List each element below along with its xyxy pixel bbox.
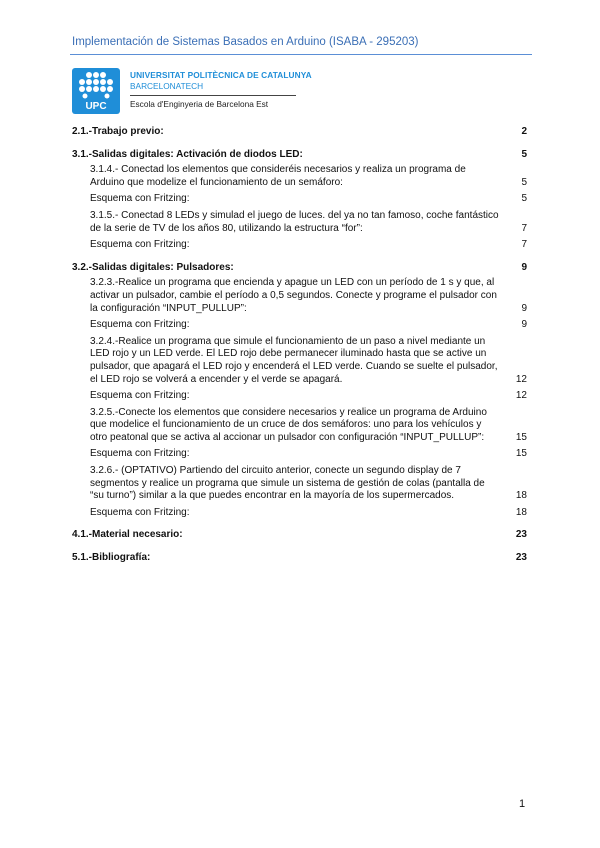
toc-entry-page: 12	[515, 373, 527, 385]
toc-entry[interactable]	[72, 529, 527, 542]
header-title: Implementación de Sistemas Basados en Arduino (ISABA - 295203)	[72, 36, 419, 48]
school-name: Escola d'Enginyeria de Barcelona Est	[130, 99, 269, 109]
toc-entry-title: Esquema con Fritzing:	[90, 506, 190, 518]
toc-entry-title: 2.1.-Trabajo previo:	[72, 126, 164, 137]
toc-entry-page: 23	[515, 552, 527, 564]
logo-mark-text: UPC	[85, 101, 107, 112]
toc-entry[interactable]	[72, 552, 527, 565]
toc-entry[interactable]	[72, 336, 527, 386]
toc-entry[interactable]	[72, 149, 527, 162]
toc-entry[interactable]	[72, 390, 527, 403]
toc-entry[interactable]	[72, 164, 527, 189]
toc-entry-title: 3.1.4.- Conectad los elementos que consideréis necesarios y realiza un programa de Arduino que modelize el funcionamiento de un semáforo:	[90, 164, 466, 188]
toc-entry-title: 3.2.-Salidas digitales: Pulsadores:	[72, 261, 234, 273]
toc-entry-page: 23	[515, 529, 527, 541]
toc-entry[interactable]	[72, 277, 527, 315]
toc-entry-page: 12	[515, 390, 527, 402]
toc-entry-title: Esquema con Fritzing:	[90, 448, 190, 460]
toc-entry-page: 18	[515, 506, 527, 518]
toc-entry-page: 5	[521, 176, 527, 188]
toc-entry-title: 3.1.-Salidas digitales: Activación de diodos LED:	[72, 148, 303, 160]
toc-entry-title: Esquema con Fritzing:	[90, 319, 190, 331]
toc-entry-title: Esquema con Fritzing:	[90, 193, 190, 205]
table-of-contents	[72, 126, 527, 568]
toc-entry[interactable]	[72, 239, 527, 252]
toc-entry-page: 9	[521, 319, 527, 331]
toc-entry[interactable]	[72, 319, 527, 332]
toc-entry-page: 5	[521, 148, 527, 160]
toc-entry-title: 4.1.-Material necesario:	[72, 529, 183, 541]
toc-entry-page: 2	[521, 126, 527, 137]
toc-entry[interactable]	[72, 407, 527, 445]
toc-entry[interactable]	[72, 210, 527, 235]
toc-entry[interactable]	[72, 448, 527, 461]
university-subtitle: BARCELONATECH	[130, 81, 204, 91]
page-number: 1	[519, 798, 526, 810]
toc-entry[interactable]	[72, 262, 527, 275]
university-name: UNIVERSITAT POLITÈCNICA DE CATALUNYA	[130, 70, 312, 80]
header-divider	[70, 54, 532, 55]
toc-entry[interactable]	[72, 465, 527, 503]
toc-entry-title: 3.2.5.-Conecte los elementos que considere necesarios y realice un programa de Arduino que modelice el funcionamiento de un cruce de dos semáforos: uno para los vehículos y otro peatonal que se activa al accionar un pulsador con configuración “INPUT_PULLUP”:	[90, 406, 487, 443]
toc-entry-title: Esquema con Fritzing:	[90, 239, 190, 251]
toc-entry[interactable]	[72, 507, 527, 520]
upc-logo-icon	[72, 68, 120, 119]
toc-entry-title: 3.2.4.-Realice un programa que simule el funcionamiento de un paso a nivel mediante un LED rojo y un LED verde. El LED rojo debe permanecer iluminado hasta que se active un pulsador, que apagará el LED rojo y encenderá el LED verde. Cuando se suelte el pulsador, el LED rojo se volverá a encender y el verde se apagará.	[90, 335, 498, 385]
toc-entry[interactable]	[72, 193, 527, 206]
toc-entry-title: 3.2.3.-Realice un programa que encienda y apague un LED con un período de 1 s y que, al activar un pulsador, cambie el período a 0,5 segundos. Conecte y programe el pulsador con la configuración “INPUT_PULLUP”:	[90, 277, 497, 314]
logo-text-block	[130, 70, 312, 109]
toc-entry-title: 3.2.6.- (OPTATIVO) Partiendo del circuito anterior, conecte un segundo display de 7 segmentos y realice un programa que simule un sistema de gestión de colas (pantalla de “su turno”) similar a la que puedes encontrar en la mayoría de los supermercados.	[90, 465, 485, 502]
toc-entry-page: 5	[521, 193, 527, 205]
toc-entry-title: Esquema con Fritzing:	[90, 390, 190, 402]
toc-entry-title: 3.1.5.- Conectad 8 LEDs y simulad el juego de luces. del ya no tan famoso, coche fantástico de la serie de TV de los años 80, utilizando la estructura “for”:	[90, 209, 499, 234]
toc-entry-title: 5.1.-Bibliografía:	[72, 552, 151, 564]
logo-divider	[130, 95, 296, 96]
toc-entry-page: 7	[521, 222, 527, 234]
toc-entry-page: 9	[521, 302, 527, 314]
toc-entry-page: 15	[515, 448, 527, 460]
toc-entry-page: 7	[521, 239, 527, 251]
toc-entry[interactable]	[72, 126, 527, 139]
toc-entry-page: 18	[515, 490, 527, 502]
toc-entry-page: 15	[515, 431, 527, 443]
toc-entry-page: 9	[521, 261, 527, 273]
